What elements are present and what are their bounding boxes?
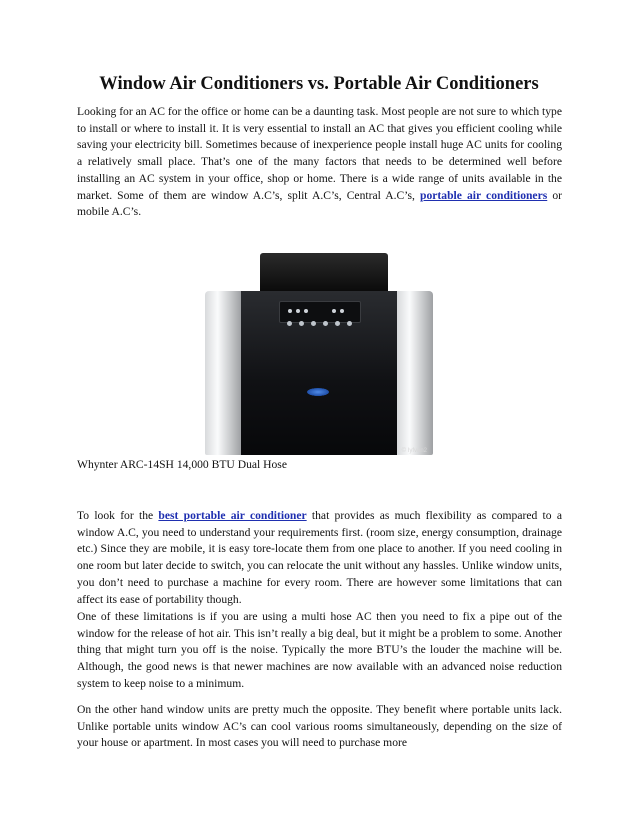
- control-button: [299, 321, 304, 326]
- front-panel: [241, 291, 397, 455]
- control-button: [287, 321, 292, 326]
- control-button: [347, 321, 352, 326]
- page-title: Window Air Conditioners vs. Portable Air Conditioners: [99, 74, 539, 94]
- left-side-panel: [205, 291, 241, 455]
- control-button: [335, 321, 340, 326]
- intro-text-after-link: or mobile A.C’s.: [77, 188, 563, 219]
- intro-paragraph: [77, 104, 562, 221]
- indicator-light: [340, 309, 344, 313]
- image-caption: Whynter ARC-14SH 14,000 BTU Dual Hose: [77, 458, 287, 471]
- image-watermark: © Iyfvan2: [401, 448, 427, 454]
- indicator-light: [296, 309, 300, 313]
- portable-air-conditioners-link[interactable]: portable air conditioners: [420, 188, 548, 202]
- best-portable-air-conditioner-link[interactable]: best portable air conditioner: [158, 509, 307, 522]
- air-outlet-louver: [260, 253, 388, 293]
- indicator-light: [304, 309, 308, 313]
- right-side-panel: [397, 291, 433, 455]
- p2-text-after-link: that provides as much flexibility as compared to a window A.C, you need to understand your requirements first. (room size, energy consumption, drainage etc.) Since they are mobile, it is easy tore-locate them from one place to another. If you need cooling in one room but later decide to switch, you can relocate the unit without any hassles. Unlike window units, you don’t need to purchase a machine for every room. There are however some limitations that can affect its ease of portability though.: [77, 509, 562, 606]
- p2-text-before-link: To look for the: [77, 509, 159, 522]
- window-units-paragraph: On the other hand window units are pretty much the opposite. They benefit where portable units lack. Unlike portable units window AC’s can cool various rooms simultaneously, depending on the size of your house or apartment. In most cases you will need to purchase more: [77, 703, 562, 750]
- intro-text-before-link: Looking for an AC for the office or home can be a daunting task. Most people are not sure to which type to install or where to install it. It is very essential to install an AC that gives you efficient cooling while saving your electricity bill. Sometimes because of inexperience people install huge AC units for cooling a relatively small place. That’s one of the many factors that needs to be determined well before installing an AC system in your office, shop or home. There is a wide range of units available in the market. Some of them are window A.C’s, split A.C’s, Central A.C’s,: [77, 105, 562, 202]
- brand-logo-icon: [307, 388, 329, 396]
- indicator-light: [332, 309, 336, 313]
- control-button: [323, 321, 328, 326]
- indicator-light: [288, 309, 292, 313]
- display-panel: [279, 301, 361, 323]
- limitations-paragraph: One of these limitations is if you are using a multi hose AC then you need to fix a pipe out of the window for the release of hot air. This isn’t really a big deal, but it might be a problem to some. Another thing that might turn you off is the noise. Typically the more BTU’s the louder the machine will be. Although, the good news is that newer machines are now available with an advanced noise reduction system to keep noise to a minimum.: [77, 610, 562, 690]
- product-image: [205, 253, 433, 458]
- control-button: [311, 321, 316, 326]
- portability-paragraph: [77, 508, 562, 608]
